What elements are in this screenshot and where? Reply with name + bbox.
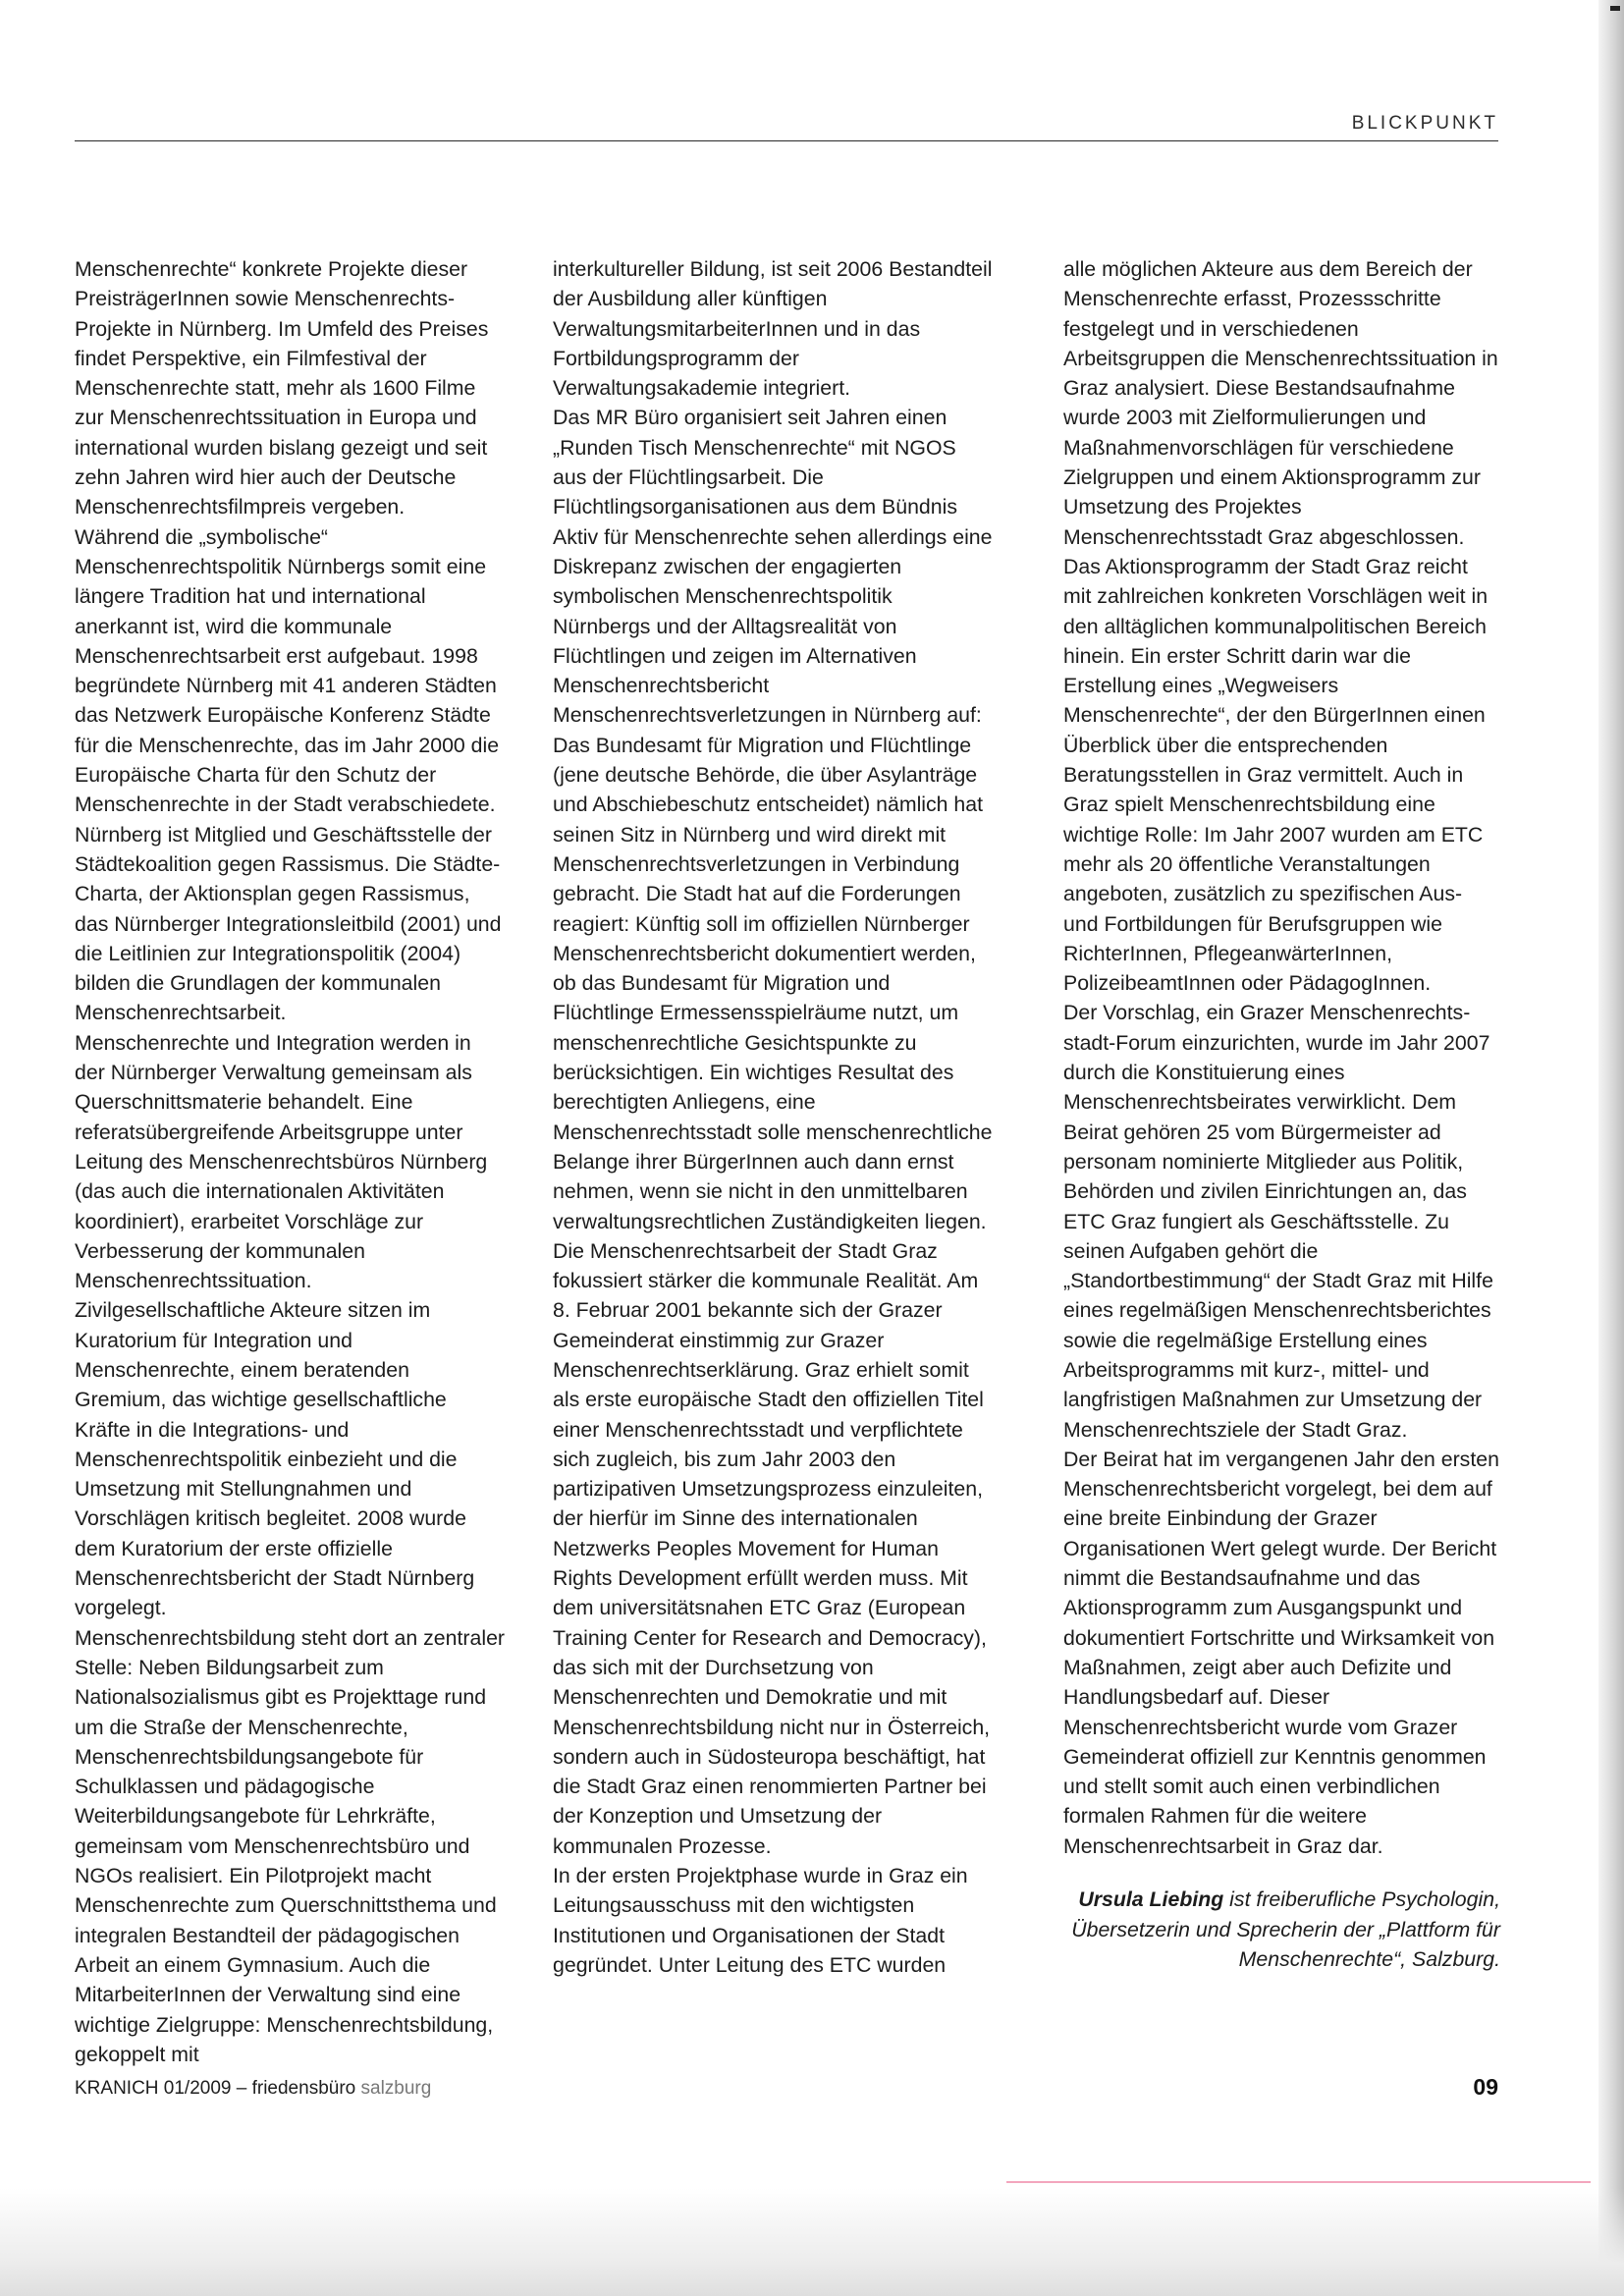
paragraph: Der Beirat hat im vergangenen Jahr den ersten Menschenrechtsbericht vorgelegt, bei dem auf eine breite Einbindung der Grazer Organisationen Wert gelegt wurde. Der Bericht nimmt die Bestandsaufnahme und das Aktionsprogramm zum Ausgangspunkt und dokumentiert Fortschritte und Wirksamkeit von Maßnahmen, zeigt aber auch Defizite und Handlungsbedarf auf. Dieser Menschenrechtsbericht wurde vom Grazer Gemeinderat offiziell zur Kenntnis genommen und stellt somit auch einen verbindlichen formalen Rahmen für die weitere Menschenrechtsarbeit in Graz dar.: [1063, 1447, 1499, 1858]
paragraph: Menschenrechte und Integration werden in der Nürnberger Verwaltung gemeinsam als Querschnittsmaterie behandelt. Eine referatsübergreifende Arbeitsgruppe unter Leitung des Menschenrechtsbüros Nürnberg (das auch die internationalen Aktivitäten koordiniert), erarbeitet Vorschläge zur Verbesserung der kommunalen Menschenrechtssituation. Zivilgesellschaftliche Akteure sitzen im Kuratorium für Integration und Menschenrechte, einem beratenden Gremium, das wichtige gesellschaftliche Kräfte in die Integrations- und Menschenrechtspolitik einbezieht und die Umsetzung mit Stellungnahmen und Vorschlägen kritisch begleitet. 2008 wurde dem Kuratorium der erste offizielle Menschenrechtsbericht der Stadt Nürnberg vorgelegt.: [75, 1030, 488, 1620]
footer-issue-text: KRANICH 01/2009 – friedensbüro: [75, 2078, 356, 2099]
footer-issue: [75, 2078, 431, 2100]
page-number: 09: [1473, 2074, 1498, 2100]
paragraph: interkultureller Bildung, ist seit 2006 Bestandteil der Ausbildung aller künftigen VerwaltungsmitarbeiterInnen und in das Fortbildungsprogramm der Verwaltungsakademie integriert.: [553, 257, 993, 401]
accent-rule: [1006, 2181, 1591, 2183]
paragraph: alle möglichen Akteure aus dem Bereich der Menschenrechte erfasst, Prozessschritte festgelegt und in verschiedenen Arbeitsgruppen die Menschenrechtssituation in Graz analysiert. Diese Bestandsaufnahme wurde 2003 mit Zielformulierungen und Maßnahmenvorschlägen für verschiedene Zielgruppen und einem Aktionsprogramm zur Umsetzung des Projektes Menschenrechtsstadt Graz abgeschlossen.: [1063, 257, 1498, 549]
paragraph: In der ersten Projektphase wurde in Graz ein Leitungsausschuss mit den wichtigsten Institutionen und Organisationen der Stadt gegründet. Unter Leitung des ETC wurden: [553, 1864, 968, 1977]
paragraph: Menschenrechtsbildung steht dort an zentraler Stelle: Neben Bildungsarbeit zum Nationalsozialismus gibt es Projekttage rund um die Straße der Menschenrechte, Menschenrechtsbildungsangebote für Schulklassen und pädagogische Weiterbildungsangebote für Lehrkräfte, gemeinsam vom Menschenrechtsbüro und NGOs realisiert. Ein Pilotprojekt macht Menschenrechte zum Querschnittsthema und integralen Bestandteil der pädagogischen Arbeit an einem Gymnasium. Auch die MitarbeiterInnen der Verwaltung sind eine wichtige Zielgruppe: Menschenrechtsbildung, gekoppelt mit: [75, 1625, 506, 2066]
page-edge-shadow: [1598, 0, 1624, 2296]
author-bio: ist freiberufliche Psychologin, Übersetzerin und Sprecherin der „Plattform für Menschenrechte“, Salzburg.: [1071, 1887, 1500, 1972]
paragraph: Der Vorschlag, ein Grazer Menschenrechts-stadt-Forum einzurichten, wurde im Jahr 2007 durch die Konstituierung eines Menschenrechtsbeirates verwirklicht. Dem Beirat gehören 25 vom Bürgermeister ad personam nominierte Mitglieder aus Politik, Behörden und zivilen Einrichtungen an, das ETC Graz fungiert als Geschäftsstelle. Zu seinen Aufgaben gehört die „Standortbestimmung“ der Stadt Graz mit Hilfe eines regelmäßigen Menschenrechtsberichtes sowie die regelmäßige Erstellung eines Arbeitsprogramms mit kurz-, mittel- und langfristigen Maßnahmen zur Umsetzung der Menschenrechtsziele der Stadt Graz.: [1063, 1001, 1493, 1442]
article-column-1: [75, 254, 507, 2069]
scan-corner-mark: [1610, 6, 1620, 11]
author-note: [1063, 1885, 1500, 1975]
footer-brand: salzburg: [360, 2078, 432, 2099]
header-rule: [75, 140, 1498, 141]
scan-bottom-shadow: [0, 2188, 1624, 2296]
author-name: Ursula Liebing: [1078, 1887, 1224, 1912]
paragraph: Das Aktionsprogramm der Stadt Graz reicht mit zahlreichen konkreten Vorschlägen weit in den alltäglichen kommunalpolitischen Bereich hinein. Ein erster Schritt darin war die Erstellung eines „Wegweisers Menschenrechte“, der den BürgerInnen einen Überblick über die entsprechenden Beratungsstellen in Graz vermittelt. Auch in Graz spielt Menschenrechtsbildung eine wichtige Rolle: Im Jahr 2007 wurden am ETC mehr als 20 öffentliche Veranstaltungen angeboten, zusätzlich zu spezifischen Aus- und Fortbildungen für Berufsgruppen wie RichterInnen, PflegeanwärterInnen, PolizeibeamtInnen oder PädagogInnen.: [1063, 554, 1489, 996]
paragraph: Während die „symbolische“ Menschenrechtspolitik Nürnbergs somit eine längere Tradition hat und international anerkannt ist, wird die kommunale Menschenrechtsarbeit erst aufgebaut. 1998 begründete Nürnberg mit 41 anderen Städten das Netzwerk Europäische Konferenz Städte für die Menschenrechte, das im Jahr 2000 die Europäische Charta für den Schutz der Menschenrechte in der Stadt verabschiedete. Nürnberg ist Mitglied und Geschäftsstelle der Städtekoalition gegen Rassismus. Die Städte-Charta, der Aktionsplan gegen Rassismus, das Nürnberger Integrationsleitbild (2001) und die Leitlinien zur Integrationspolitik (2004) bilden die Grundlagen der kommunalen Menschenrechtsarbeit.: [75, 524, 502, 1025]
paragraph: Menschenrechte“ konkrete Projekte dieser PreisträgerInnen sowie Menschenrechts-Projekte in Nürnberg. Im Umfeld des Preises findet Perspektive, ein Filmfestival der Menschenrechte statt, mehr als 1600 Filme zur Menschenrechtssituation in Europa und international wurden bislang gezeigt und seit zehn Jahren wird hier auch der Deutsche Menschenrechtsfilmpreis vergeben.: [75, 257, 489, 519]
article-column-3: [1063, 254, 1500, 1975]
paragraph: Die Menschenrechtsarbeit der Stadt Graz fokussiert stärker die kommunale Realität. Am 8. Februar 2001 bekannte sich der Grazer Gemeinderat einstimmig zur Grazer Menschenrechtserklärung. Graz erhielt somit als erste europäische Stadt den offiziellen Titel einer Menschenrechtsstadt und verpflichtete sich zugleich, bis zum Jahr 2003 den partizipativen Umsetzungsprozess einzuleiten, der hierfür im Sinne des internationalen Netzwerks Peoples Movement for Human Rights Development erfüllt werden muss. Mit dem universitätsnahen ETC Graz (European Training Center for Research and Democracy), das sich mit der Durchsetzung von Menschenrechten und Demokratie und mit Menschenrechtsbildung nicht nur in Österreich, sondern auch in Südosteuropa beschäftigt, hat die Stadt Graz einen renommierten Partner bei der Konzeption und Umsetzung der kommunalen Prozesse.: [553, 1238, 991, 1858]
paragraph: Das MR Büro organisiert seit Jahren einen „Runden Tisch Menschenrechte“ mit NGOS aus der Flüchtlingsarbeit. Die Flüchtlingsorganisationen aus dem Bündnis Aktiv für Menschenrechte sehen allerdings eine Diskrepanz zwischen der engagierten symbolischen Menschenrechtspolitik Nürnbergs und der Alltagsrealität von Flüchtlingen und zeigen im Alternativen Menschenrechtsbericht Menschenrechtsverletzungen in Nürnberg auf: Das Bundesamt für Migration und Flüchtlinge (jene deutsche Behörde, die über Asylanträge und Abschiebeschutz entscheidet) nämlich hat seinen Sitz in Nürnberg und wird direkt mit Menschenrechtsverletzungen in Verbindung gebracht. Die Stadt hat auf die Forderungen reagiert: Künftig soll im offiziellen Nürnberger Menschenrechtsbericht dokumentiert werden, ob das Bundesamt für Migration und Flüchtlinge Ermessensspielräume nutzt, um menschenrechtliche Gesichtspunkte zu berücksichtigen. Ein wichtiges Resultat des berechtigten Anliegens, eine Menschenrechtsstadt solle menschenrechtliche Belange ihrer BürgerInnen auch dann ernst nehmen, wenn sie nicht in den unmittelbaren verwaltungsrechtlichen Zuständigkeiten liegen.: [553, 406, 993, 1233]
section-label: BLICKPUNKT: [1351, 113, 1498, 134]
article-column-2: [553, 254, 995, 1980]
